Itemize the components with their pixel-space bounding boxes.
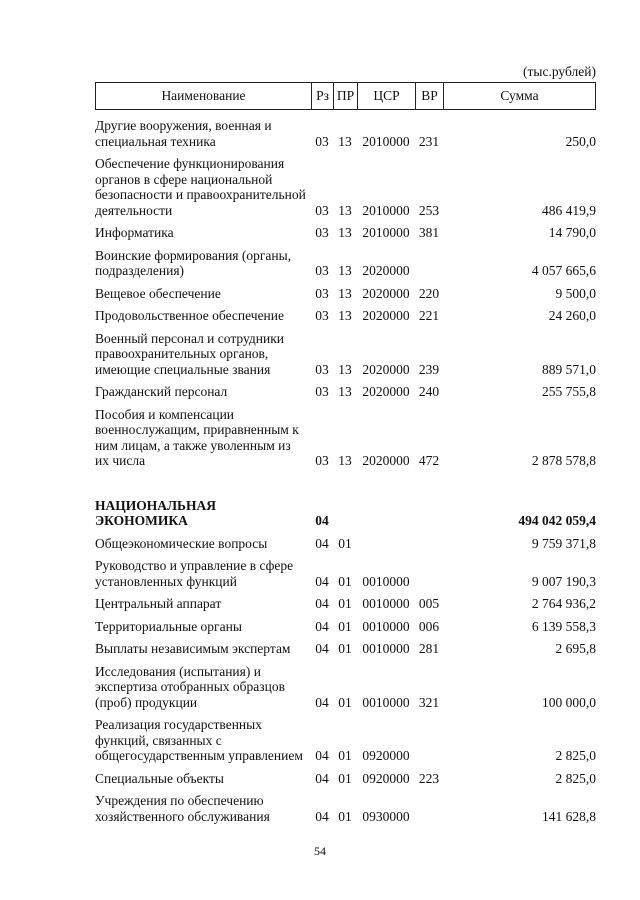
table-row [95,384,596,400]
cell-sum: 14 790,0 [548,225,596,240]
cell-vr: 281 [418,641,440,656]
cell-vr: 240 [418,384,440,399]
cell-csr: 0010000 [362,641,410,656]
cell-vr: 006 [418,618,440,634]
cell-rz: 03 [315,202,329,218]
cell-csr: 2020000 [362,263,410,278]
cell-name: Вещевое обеспечение [95,285,221,301]
section-spacer [95,476,596,498]
table-row [95,558,596,589]
cell-name: Пособия и компенсации военнослужащим, приравненным к ним лицам, а также уволенным из их числа [95,406,299,468]
cell-csr: 0920000 [362,770,410,786]
cell-csr: 0010000 [362,596,410,611]
table-row [95,286,596,302]
cell-rz: 04 [315,535,329,551]
cell-pr: 13 [338,384,352,399]
cell-csr: 0010000 [362,618,410,634]
header-sum: Сумма [500,88,539,103]
cell-vr: 381 [418,225,440,240]
cell-vr: 472 [418,453,440,468]
cell-vr: 005 [418,596,440,611]
cell-sum: 889 571,0 [542,361,596,377]
table-row [95,664,596,711]
table-row [95,331,596,378]
cell-sum: 2 878 578,8 [531,453,596,468]
cell-rz: 03 [315,308,329,323]
cell-sum: 2 764 936,2 [531,596,596,611]
cell-sum: 2 695,8 [555,641,596,656]
cell-vr: 253 [418,202,440,218]
cell-rz: 03 [315,133,329,149]
table-row [95,308,596,324]
cell-name: Выплаты независимым экспертам [95,641,291,656]
cell-rz: 04 [315,513,329,528]
cell-csr: 0010000 [362,573,410,589]
cell-csr: 2010000 [362,225,410,240]
cell-rz: 03 [315,285,329,301]
cell-rz: 04 [315,596,329,611]
cell-sum: 250,0 [565,133,596,149]
cell-pr: 01 [338,748,352,763]
cell-rz: 04 [315,573,329,589]
cell-pr: 13 [338,453,352,468]
cell-vr: 220 [418,285,440,301]
cell-csr: 0920000 [362,748,410,763]
cell-rz: 04 [315,808,329,824]
cell-name: Учреждения по обеспечению хозяйственного обслуживания [95,793,270,824]
cell-sum: 9 007 190,3 [531,573,596,589]
cell-pr: 01 [338,694,352,710]
cell-rz: 04 [315,694,329,710]
cell-name: Руководство и управление в сфере установленных функций [95,558,294,589]
cell-vr: 221 [418,308,440,323]
cell-sum: 6 139 558,3 [531,618,596,634]
cell-pr: 01 [338,641,352,656]
table-header [95,82,596,110]
table-row [95,118,596,149]
cell-pr: 01 [338,618,352,634]
table-row [95,641,596,657]
cell-rz: 03 [315,225,329,240]
cell-csr: 2020000 [362,384,410,399]
cell-pr: 13 [338,308,352,323]
table-row [95,156,596,218]
cell-pr: 13 [338,285,352,301]
table-row [95,596,596,612]
cell-sum: 2 825,0 [555,770,596,786]
cell-rz: 04 [315,618,329,634]
cell-pr: 01 [338,596,352,611]
cell-csr: 2010000 [362,133,410,149]
cell-name: Воинские формирования (органы, подразделения) [95,247,292,278]
cell-name: Центральный аппарат [95,596,222,611]
cell-csr: 0010000 [362,694,410,710]
cell-rz: 03 [315,384,329,399]
cell-pr: 13 [338,361,352,377]
cell-vr: 321 [418,694,440,710]
cell-name: НАЦИОНАЛЬНАЯ ЭКОНОМИКА [95,497,216,528]
units-label: (тыс.рублей) [523,64,596,79]
table-row [95,536,596,552]
cell-sum: 141 628,8 [542,808,596,824]
table-row [95,407,596,469]
table-row [95,771,596,787]
cell-vr: 231 [418,133,440,149]
cell-rz: 03 [315,453,329,468]
cell-pr: 01 [338,808,352,824]
page-number: 54 [314,844,326,858]
cell-sum: 255 755,8 [542,384,596,399]
header-vr: ВР [416,83,444,109]
cell-sum: 24 260,0 [548,308,596,323]
table-body [95,118,596,831]
table-row [95,498,596,529]
header-rz: Рз [312,83,334,109]
cell-sum: 9 759 371,8 [531,535,596,551]
cell-rz: 04 [315,748,329,763]
cell-csr: 2020000 [362,308,410,323]
cell-vr: 223 [418,770,440,786]
cell-name: Другие вооружения, военная и специальная техника [95,118,272,149]
cell-name: Информатика [95,225,174,240]
cell-name: Общеэкономические вопросы [95,535,268,551]
cell-pr: 13 [338,263,352,278]
cell-name: Военный персонал и сотрудники правоохранительных органов, имеющие специальные звания [95,330,284,377]
cell-sum: 100 000,0 [542,694,596,710]
cell-pr: 13 [338,133,352,149]
cell-rz: 03 [315,361,329,377]
cell-csr: 2020000 [362,361,410,377]
cell-pr: 01 [338,535,352,551]
cell-rz: 04 [315,770,329,786]
cell-rz: 04 [315,641,329,656]
header-name: Наименование [96,83,312,109]
cell-sum: 9 500,0 [555,285,596,301]
cell-pr: 01 [338,770,352,786]
header-pr: ПР [334,83,358,109]
cell-csr: 2020000 [362,453,410,468]
cell-pr: 13 [338,225,352,240]
cell-name: Продовольственное обеспечение [95,308,284,323]
table-row [95,619,596,635]
table-row [95,717,596,764]
cell-pr: 01 [338,573,352,589]
cell-csr: 0930000 [362,808,410,824]
header-csr: ЦСР [358,83,416,109]
cell-name: Территориальные органы [95,618,242,634]
cell-sum: 494 042 059,4 [518,513,596,528]
cell-sum: 4 057 665,6 [531,263,596,278]
cell-pr: 13 [338,202,352,218]
cell-name: Обеспечение функционирования органов в сфере национальной безопасности и правоохранительной деятельности [95,156,306,218]
cell-csr: 2020000 [362,285,410,301]
table-row [95,248,596,279]
cell-rz: 03 [315,263,329,278]
cell-sum: 486 419,9 [542,202,596,218]
cell-name: Специальные объекты [95,770,224,786]
cell-name: Реализация государственных функций, связанных с общегосударственным управлением [95,717,303,763]
cell-name: Гражданский персонал [95,384,228,399]
cell-csr: 2010000 [362,202,410,218]
cell-vr: 239 [418,361,440,377]
table-row [95,225,596,241]
cell-name: Исследования (испытания) и экспертиза отобранных образцов (проб) продукции [95,663,285,710]
table-row [95,793,596,824]
cell-sum: 2 825,0 [555,748,596,763]
